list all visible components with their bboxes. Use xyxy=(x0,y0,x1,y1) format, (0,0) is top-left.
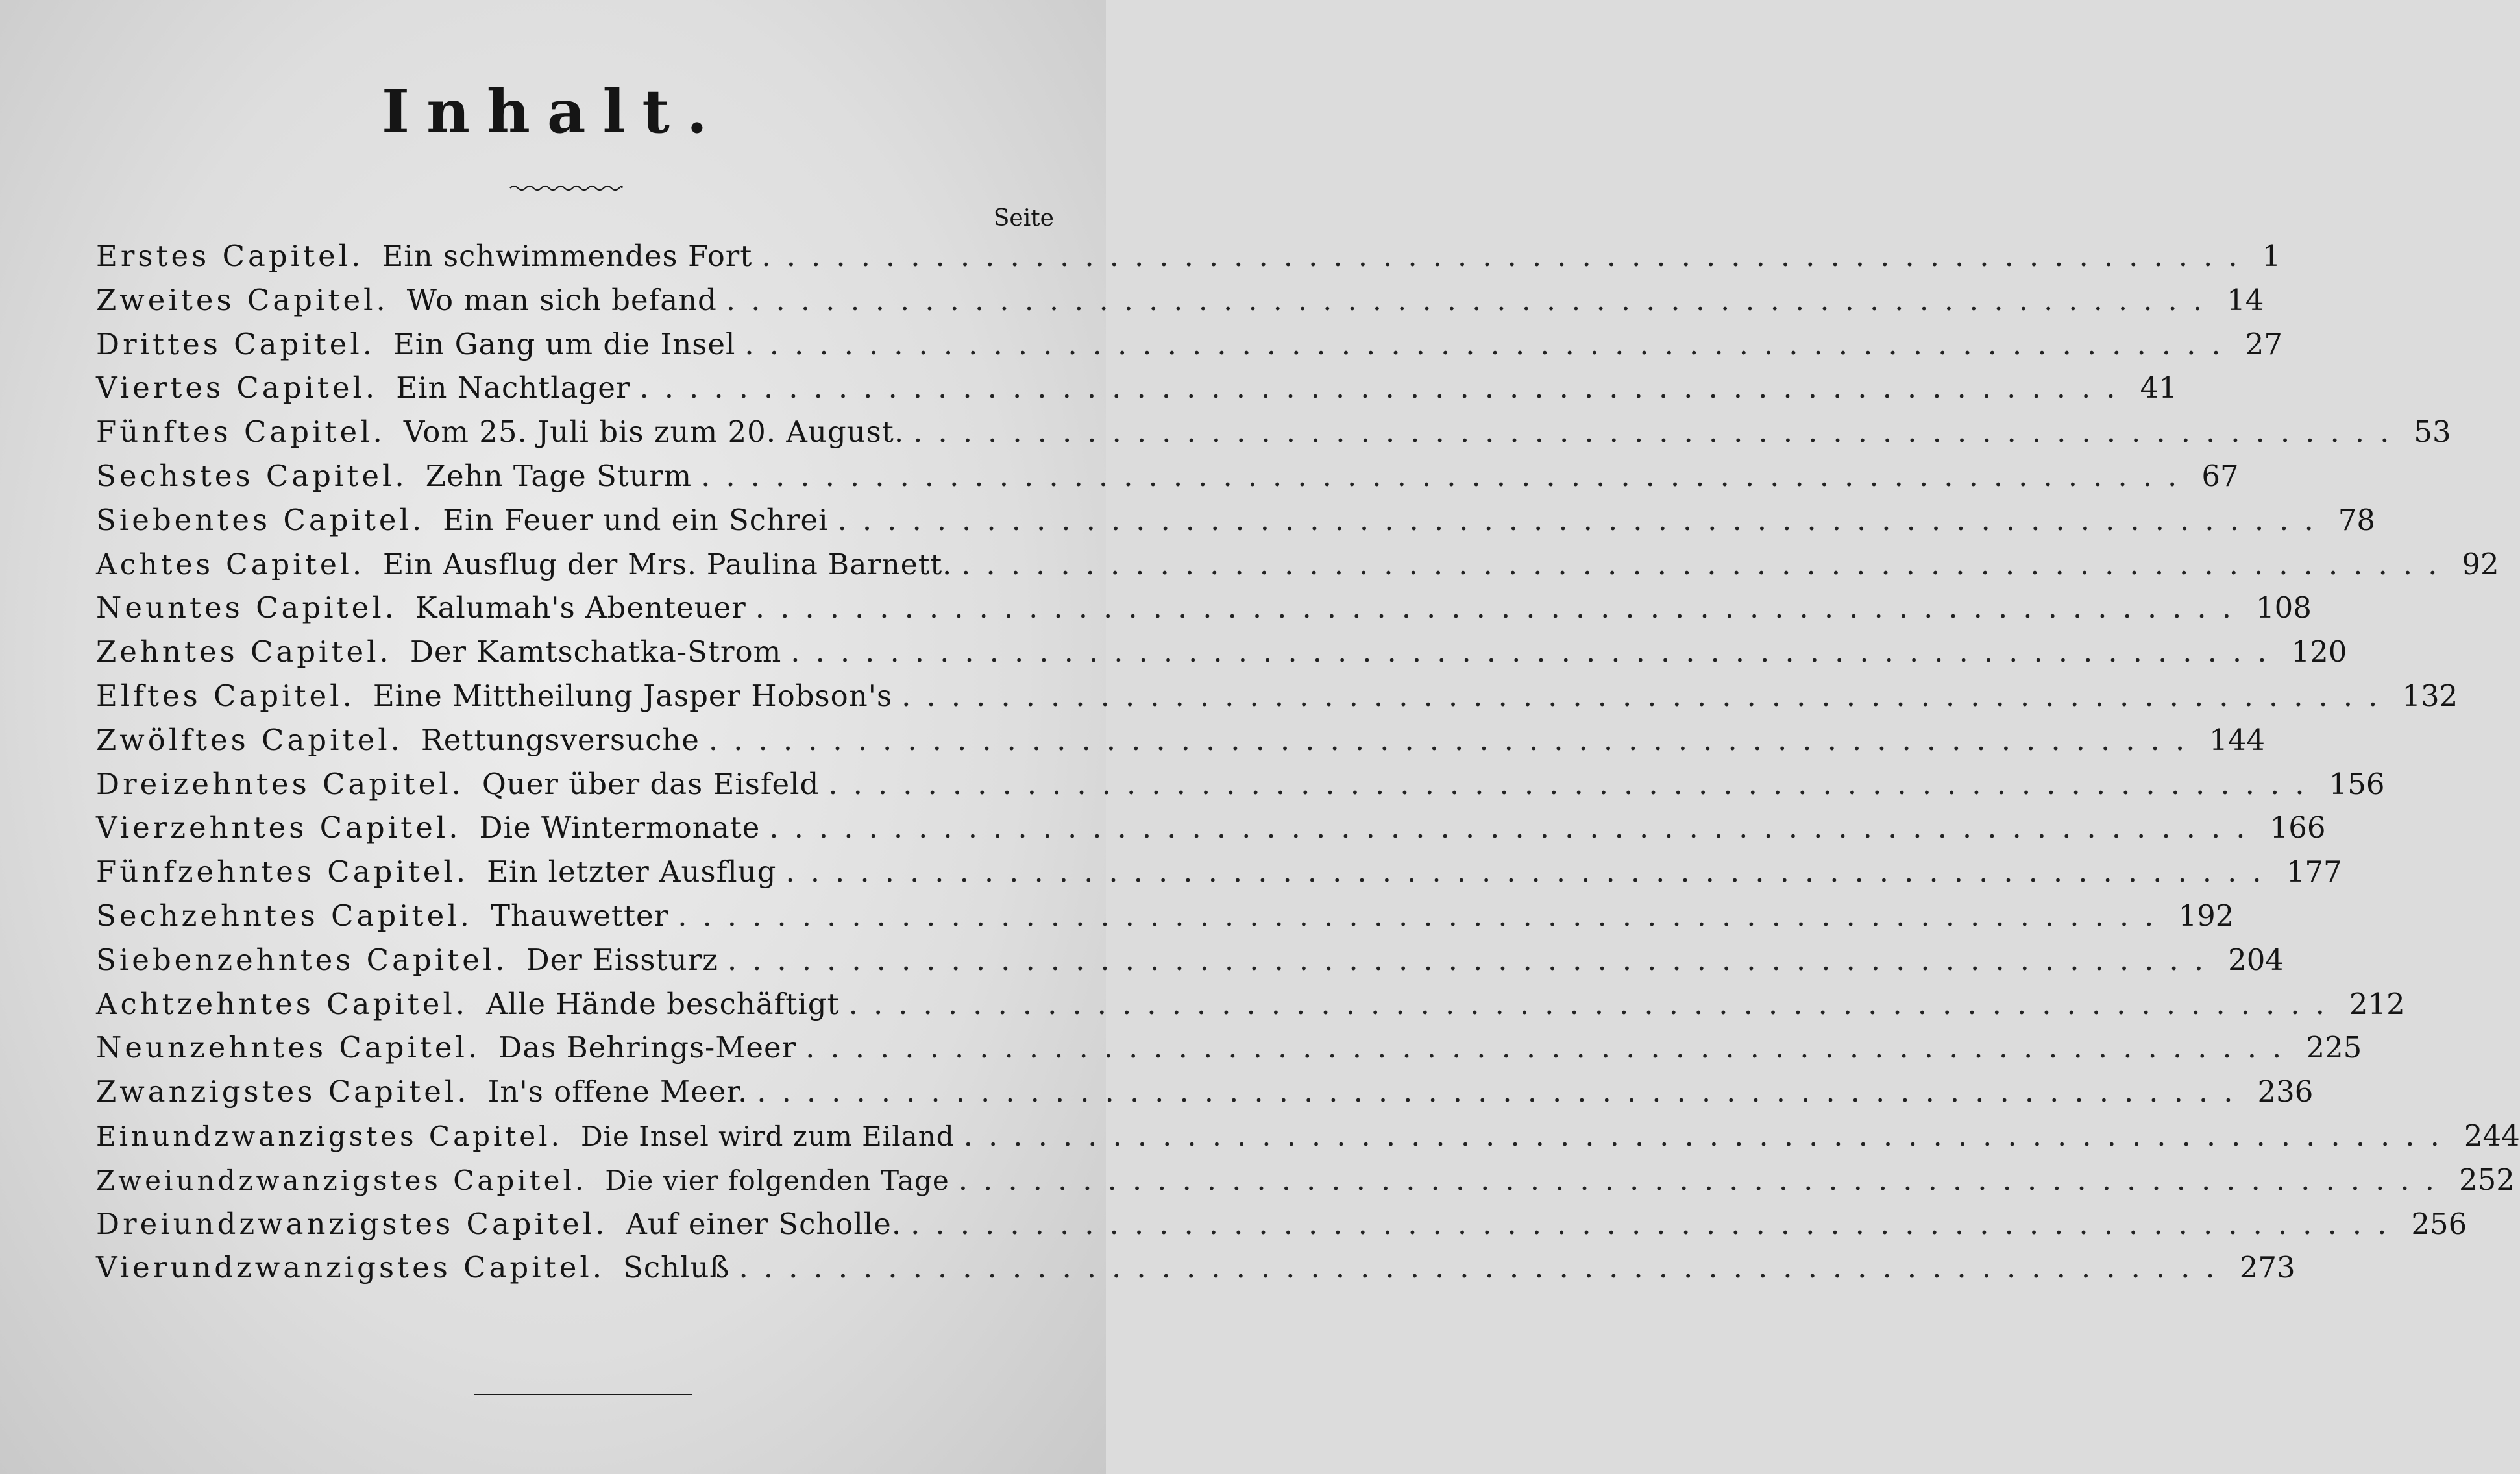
chapter-number: Dreizehntes Capitel. xyxy=(96,766,464,801)
toc-entry xyxy=(96,1030,2362,1074)
chapter-number: Achtzehntes Capitel. xyxy=(96,986,469,1021)
chapter-title: Die Wintermonate xyxy=(479,810,761,845)
chapter-number: Erstes Capitel. xyxy=(96,239,364,273)
dot-leader: ............................................................ xyxy=(708,722,2201,757)
page-number: 192 xyxy=(2178,898,2234,933)
toc-entry-label xyxy=(96,679,892,713)
page-number: 108 xyxy=(2256,590,2312,625)
toc-entry xyxy=(96,678,2458,723)
toc-entry-label xyxy=(96,1074,748,1109)
chapter-title: Zehn Tage Sturm xyxy=(425,458,692,493)
dot-leader: ............................................................ xyxy=(913,415,2405,450)
toc-entry-label xyxy=(96,459,692,493)
dot-leader: ............................................................ xyxy=(785,854,2277,889)
page-number: 166 xyxy=(2269,810,2326,845)
page-number: 78 xyxy=(2338,502,2376,537)
toc-entry xyxy=(96,458,2239,503)
toc-entry xyxy=(96,722,2266,767)
page-number: 92 xyxy=(2462,546,2499,581)
chapter-title: Wo man sich befand xyxy=(406,282,717,317)
chapter-number: Drittes Capitel. xyxy=(96,326,376,361)
chapter-title: Vom 25. Juli bis zum 20. August. xyxy=(403,415,905,450)
toc-entry xyxy=(96,502,2376,547)
chapter-title: Eine Mittheilung Jasper Hobson's xyxy=(373,678,893,713)
toc-entry xyxy=(96,986,2405,1031)
chapter-title: Ein schwimmendes Fort xyxy=(382,239,753,273)
chapter-number: Zehntes Capitel. xyxy=(96,634,392,670)
chapter-title: Der Eissturz xyxy=(526,942,718,977)
page-number: 1 xyxy=(2262,239,2281,273)
page-number: 156 xyxy=(2329,766,2385,801)
page-column-label: Seite xyxy=(993,205,1054,232)
chapter-number: Zwanzigstes Capitel. xyxy=(96,1074,470,1109)
chapter-number: Sechstes Capitel. xyxy=(96,458,408,493)
page-number: 144 xyxy=(2209,722,2266,757)
toc-entry xyxy=(96,546,2499,591)
page-number: 67 xyxy=(2201,458,2239,493)
toc-entry xyxy=(96,1074,2314,1118)
page-number: 236 xyxy=(2257,1074,2314,1109)
chapter-number: Sechzehntes Capitel. xyxy=(96,898,472,933)
chapter-title: Rettungsversuche xyxy=(421,722,700,757)
toc-entry-label xyxy=(96,503,829,537)
dot-leader: ............................................................ xyxy=(805,1030,2297,1065)
dot-leader: ............................................................ xyxy=(963,1118,2455,1153)
dot-leader: ............................................................ xyxy=(701,458,2193,493)
toc-entry-label xyxy=(96,590,746,625)
chapter-number: Viertes Capitel. xyxy=(96,370,378,405)
toc-entry-label xyxy=(96,854,776,889)
chapter-title: Quer über das Eisfeld xyxy=(482,766,820,801)
chapter-title: Ein letzter Ausflug xyxy=(487,854,777,889)
toc-entry-label xyxy=(96,634,781,669)
toc-entry-label xyxy=(96,1165,949,1196)
toc-entry-label xyxy=(96,723,700,757)
toc-entry xyxy=(96,766,2385,811)
toc-entry xyxy=(96,415,2451,459)
chapter-number: Zwölftes Capitel. xyxy=(96,722,403,757)
toc-entry-label xyxy=(96,370,630,405)
toc-entry-label xyxy=(96,767,819,801)
dot-leader: ............................................................ xyxy=(848,986,2340,1021)
page-number: 256 xyxy=(2411,1206,2467,1241)
wave-ornament xyxy=(510,182,622,195)
chapter-title: Auf einer Scholle. xyxy=(626,1206,902,1241)
toc-entry xyxy=(96,590,2312,634)
chapter-title: Ein Ausflug der Mrs. Paulina Barnett. xyxy=(382,548,953,581)
toc-entry xyxy=(96,370,2177,415)
toc-entry-label xyxy=(96,810,760,845)
chapter-number: Siebentes Capitel. xyxy=(96,502,425,537)
dot-leader: ............................................................ xyxy=(837,502,2329,537)
toc-entry-label xyxy=(96,548,952,581)
page-number: 212 xyxy=(2349,986,2405,1021)
dot-leader: ............................................................ xyxy=(755,590,2247,625)
toc-entry-label xyxy=(96,899,668,933)
chapter-number: Vierzehntes Capitel. xyxy=(96,810,461,845)
dot-leader: ............................................................ xyxy=(744,326,2236,361)
toc-entry-label xyxy=(96,1250,729,1285)
chapter-title: Der Kamtschatka-Strom xyxy=(410,634,782,670)
dot-leader: ............................................................ xyxy=(739,1250,2231,1285)
page-number: 204 xyxy=(2228,942,2284,977)
chapter-title: In's offene Meer. xyxy=(487,1074,748,1109)
page-number: 273 xyxy=(2239,1250,2295,1285)
dot-leader: ............................................................ xyxy=(678,898,2170,933)
chapter-number: Zweiundzwanzigstes Capitel. xyxy=(96,1164,587,1196)
toc-entry-label xyxy=(96,415,904,449)
dot-leader: ............................................................ xyxy=(790,634,2282,670)
page-number: 27 xyxy=(2245,326,2282,361)
chapter-number: Neunzehntes Capitel. xyxy=(96,1030,481,1065)
chapter-number: Siebenzehntes Capitel. xyxy=(96,942,508,977)
toc-entry xyxy=(96,1206,2467,1251)
chapter-title: Ein Feuer und ein Schrei xyxy=(443,502,829,537)
chapter-title: Schluß xyxy=(623,1250,730,1285)
dot-leader: ............................................................ xyxy=(828,766,2320,801)
dot-leader: ............................................................ xyxy=(769,810,2261,845)
toc-entry xyxy=(96,1162,2515,1207)
chapter-title: Kalumah's Abenteuer xyxy=(415,590,746,625)
page-number: 225 xyxy=(2306,1030,2362,1065)
page-number: 132 xyxy=(2402,678,2458,713)
page-number: 252 xyxy=(2459,1162,2515,1197)
chapter-number: Elftes Capitel. xyxy=(96,678,355,713)
toc-entry xyxy=(96,854,2342,899)
toc-entry-label xyxy=(96,1030,796,1065)
dot-leader: ............................................................ xyxy=(901,678,2393,713)
toc-entry xyxy=(96,942,2284,987)
page-number: 244 xyxy=(2464,1118,2520,1153)
chapter-title: Die vier folgenden Tage xyxy=(605,1164,949,1196)
dot-leader: ............................................................ xyxy=(761,239,2253,273)
toc-entry-label xyxy=(96,1207,901,1241)
dot-leader: ............................................................ xyxy=(727,942,2220,977)
toc-entry xyxy=(96,810,2326,854)
chapter-number: Vierundzwanzigstes Capitel. xyxy=(96,1250,606,1285)
toc-entry-label xyxy=(96,1120,955,1152)
dot-leader: ............................................................ xyxy=(639,370,2131,405)
dot-leader: ............................................................ xyxy=(911,1206,2403,1241)
page-number: 120 xyxy=(2291,634,2347,670)
page-number: 41 xyxy=(2140,370,2177,405)
toc-entry xyxy=(96,239,2281,283)
chapter-number: Fünfzehntes Capitel. xyxy=(96,854,469,889)
chapter-number: Einundzwanzigstes Capitel. xyxy=(96,1120,563,1152)
chapter-number: Fünftes Capitel. xyxy=(96,415,385,450)
bottom-rule xyxy=(474,1394,692,1395)
toc-entry-label xyxy=(96,283,717,317)
toc-entry xyxy=(96,634,2347,679)
dot-leader: ............................................................ xyxy=(961,546,2453,581)
page-number: 53 xyxy=(2414,415,2451,450)
toc-entry-label xyxy=(96,327,735,361)
page-title: Inhalt. xyxy=(382,77,724,147)
chapter-title: Das Behrings-Meer xyxy=(498,1030,797,1065)
chapter-title: Ein Gang um die Insel xyxy=(393,326,736,361)
toc-entry xyxy=(96,1118,2520,1163)
chapter-title: Ein Nachtlager xyxy=(396,370,631,405)
toc-entry xyxy=(96,326,2282,371)
toc-entry-label xyxy=(96,943,718,977)
table-of-contents xyxy=(96,239,2520,1294)
chapter-number: Dreiundzwanzigstes Capitel. xyxy=(96,1206,608,1241)
chapter-number: Neuntes Capitel. xyxy=(96,590,397,625)
toc-entry xyxy=(96,282,2264,327)
chapter-title: Die Insel wird zum Eiland xyxy=(580,1120,955,1152)
dot-leader: ............................................................ xyxy=(958,1162,2450,1197)
dot-leader: ............................................................ xyxy=(726,282,2218,317)
chapter-title: Alle Hände beschäftigt xyxy=(486,986,840,1021)
chapter-number: Zweites Capitel. xyxy=(96,282,389,317)
chapter-title: Thauwetter xyxy=(490,898,669,933)
dot-leader: ............................................................ xyxy=(757,1074,2249,1109)
chapter-number: Achtes Capitel. xyxy=(96,548,365,581)
page-number: 177 xyxy=(2286,854,2342,889)
toc-entry xyxy=(96,1250,2295,1294)
toc-entry xyxy=(96,898,2234,943)
page-number: 14 xyxy=(2227,282,2264,317)
toc-entry-label xyxy=(96,987,840,1021)
toc-entry-label xyxy=(96,239,752,273)
